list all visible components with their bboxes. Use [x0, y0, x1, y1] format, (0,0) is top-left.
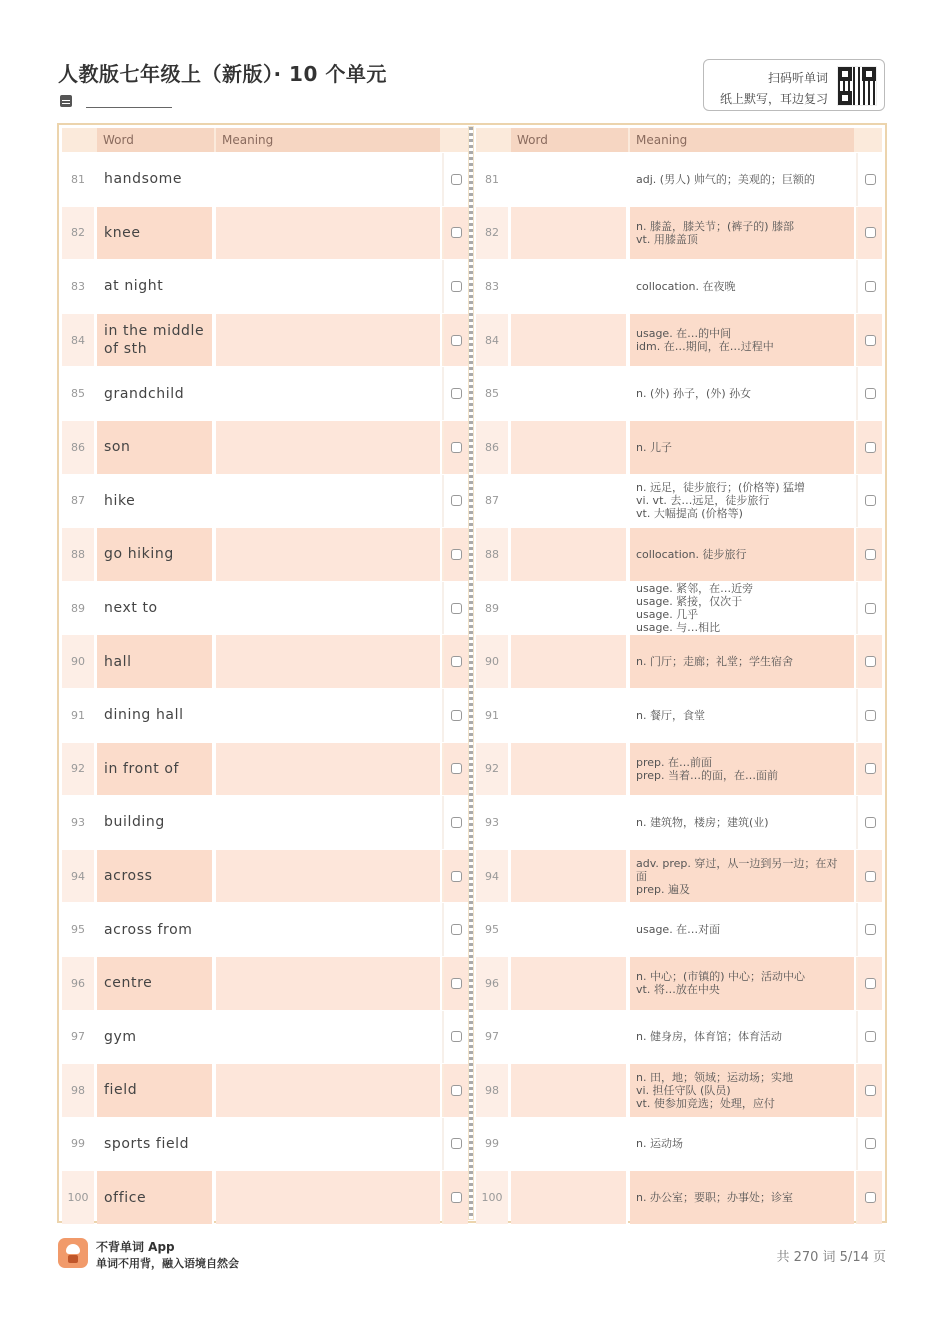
header-word: Word — [97, 128, 214, 152]
row-number: 88 — [476, 528, 508, 581]
meaning-cell: n. 远足，徒步旅行；(价格等) 猛增 vi. vt. 去…远足，徒步旅行 vt. 大幅提高 (价格等) — [630, 475, 854, 528]
app-logo-icon — [58, 1238, 88, 1268]
row-number: 100 — [62, 1171, 94, 1224]
row-number: 96 — [476, 957, 508, 1010]
table-row — [62, 634, 468, 688]
meaning-cell: n. 中心；(市镇的) 中心；活动中心 vt. 将…放在中央 — [630, 957, 854, 1010]
meaning-cell: adj. (男人) 帅气的；美观的；巨额的 — [630, 153, 854, 206]
table-row — [62, 688, 468, 742]
row-number: 83 — [62, 260, 94, 313]
check-cell — [856, 421, 882, 474]
table-row — [62, 152, 468, 206]
table-row — [476, 742, 882, 796]
row-number: 99 — [62, 1118, 94, 1171]
checkbox-icon[interactable] — [451, 549, 462, 560]
checkbox-icon[interactable] — [865, 174, 876, 185]
meaning-cell: n. 田，地；领域；运动场；实地 vi. 担任守队 (队员) vt. 使参加竞选；处理，应付 — [630, 1064, 854, 1117]
word-cell: centre — [97, 957, 214, 1010]
check-cell — [442, 153, 468, 206]
check-cell — [442, 1064, 468, 1117]
meaning-blank[interactable] — [216, 1171, 440, 1224]
word-cell: hike — [97, 475, 214, 528]
meaning-cell: n. 儿子 — [630, 421, 854, 474]
row-number: 94 — [62, 850, 94, 903]
checkbox-icon[interactable] — [451, 978, 462, 989]
checkbox-icon[interactable] — [451, 442, 462, 453]
check-cell — [856, 635, 882, 688]
row-number: 88 — [62, 528, 94, 581]
meaning-blank[interactable] — [216, 528, 440, 581]
check-cell — [442, 475, 468, 528]
word-cell: sports field — [97, 1118, 214, 1171]
checkbox-icon[interactable] — [865, 656, 876, 667]
word-blank[interactable] — [511, 957, 628, 1010]
check-cell — [442, 903, 468, 956]
word-blank[interactable] — [511, 743, 628, 796]
meaning-blank[interactable] — [216, 1011, 440, 1064]
checkbox-icon[interactable] — [451, 227, 462, 238]
checkbox-icon[interactable] — [865, 549, 876, 560]
checkbox-icon[interactable] — [865, 1031, 876, 1042]
meaning-cell: n. 健身房，体育馆；体育活动 — [630, 1011, 854, 1064]
meaning-blank[interactable] — [216, 153, 440, 206]
table-row — [476, 259, 882, 313]
word-cell: grandchild — [97, 367, 214, 420]
table-row — [476, 152, 882, 206]
word-cell: building — [97, 796, 214, 849]
check-cell — [856, 475, 882, 528]
check-cell — [856, 367, 882, 420]
checkbox-icon[interactable] — [451, 924, 462, 935]
checkbox-icon[interactable] — [451, 603, 462, 614]
table-row — [476, 581, 882, 635]
meaning-cell: n. 办公室；要职；办事处；诊室 — [630, 1171, 854, 1224]
checkbox-icon[interactable] — [451, 1085, 462, 1096]
checkbox-icon[interactable] — [865, 978, 876, 989]
checkbox-icon[interactable] — [451, 335, 462, 346]
check-cell — [856, 1064, 882, 1117]
check-cell — [856, 850, 882, 903]
word-cell: field — [97, 1064, 214, 1117]
word-cell: dining hall — [97, 689, 214, 742]
fold-divider — [469, 127, 473, 1219]
checkbox-icon[interactable] — [865, 1085, 876, 1096]
meaning-cell: collocation. 徒步旅行 — [630, 528, 854, 581]
meaning-blank[interactable] — [216, 903, 440, 956]
checkbox-icon[interactable] — [865, 710, 876, 721]
meaning-blank[interactable] — [216, 260, 440, 313]
checkbox-icon[interactable] — [865, 442, 876, 453]
qr-caption: 扫码听单词 — [767, 71, 828, 85]
table-row — [62, 1010, 468, 1064]
qr-subcaption: 纸上默写，耳边复习 — [719, 92, 828, 106]
check-cell — [856, 796, 882, 849]
word-cell: in the middle of sth — [97, 314, 214, 367]
word-cell: office — [97, 1171, 214, 1224]
row-number: 98 — [476, 1064, 508, 1117]
word-blank[interactable] — [511, 207, 628, 260]
checkbox-icon[interactable] — [451, 656, 462, 667]
checkbox-icon[interactable] — [865, 388, 876, 399]
table-row — [62, 366, 468, 420]
checkbox-icon[interactable] — [865, 763, 876, 774]
check-cell — [856, 1171, 882, 1224]
check-cell — [856, 957, 882, 1010]
word-cell: next to — [97, 582, 214, 635]
table-row — [62, 206, 468, 260]
word-blank[interactable] — [511, 475, 628, 528]
check-cell — [442, 957, 468, 1010]
table-row — [62, 1117, 468, 1171]
checkbox-icon[interactable] — [865, 817, 876, 828]
right-rows — [476, 152, 882, 1224]
header-meaning: Meaning — [216, 128, 440, 152]
left-rows — [62, 152, 468, 1224]
meaning-cell: adv. prep. 穿过，从一边到另一边；在对面 prep. 遍及 — [630, 850, 854, 903]
meaning-blank[interactable] — [216, 743, 440, 796]
row-number: 99 — [476, 1118, 508, 1171]
row-number: 92 — [476, 743, 508, 796]
page-title: 人教版七年级上（新版）· 10 个单元 — [58, 62, 387, 86]
checkbox-icon[interactable] — [865, 335, 876, 346]
checkbox-icon[interactable] — [451, 281, 462, 292]
row-number: 94 — [476, 850, 508, 903]
meaning-blank[interactable] — [216, 957, 440, 1010]
table-row — [476, 420, 882, 474]
check-cell — [856, 207, 882, 260]
meaning-cell: collocation. 在夜晚 — [630, 260, 854, 313]
row-number: 89 — [62, 582, 94, 635]
word-cell: go hiking — [97, 528, 214, 581]
calendar-icon — [60, 95, 72, 107]
table-row — [62, 581, 468, 635]
table-row — [62, 795, 468, 849]
table-row — [476, 688, 882, 742]
word-cell: in front of — [97, 743, 214, 796]
check-cell — [856, 582, 882, 635]
check-cell — [856, 903, 882, 956]
word-cell: gym — [97, 1011, 214, 1064]
check-cell — [442, 207, 468, 260]
check-cell — [442, 1011, 468, 1064]
table-row — [62, 1170, 468, 1224]
meaning-blank[interactable] — [216, 582, 440, 635]
table-row — [476, 795, 882, 849]
left-panel — [62, 128, 468, 1224]
row-number: 93 — [62, 796, 94, 849]
check-cell — [856, 1118, 882, 1171]
checkbox-icon[interactable] — [865, 227, 876, 238]
word-cell: at night — [97, 260, 214, 313]
check-cell — [442, 1171, 468, 1224]
table-row — [476, 527, 882, 581]
meaning-blank[interactable] — [216, 207, 440, 260]
meaning-blank[interactable] — [216, 475, 440, 528]
meaning-blank[interactable] — [216, 421, 440, 474]
row-number: 89 — [476, 582, 508, 635]
check-cell — [856, 260, 882, 313]
meaning-blank[interactable] — [216, 635, 440, 688]
row-number: 97 — [476, 1011, 508, 1064]
meaning-blank[interactable] — [216, 314, 440, 367]
row-number: 95 — [476, 903, 508, 956]
word-blank[interactable] — [511, 528, 628, 581]
check-cell — [442, 528, 468, 581]
check-cell — [856, 743, 882, 796]
table-row — [476, 474, 882, 528]
check-cell — [442, 689, 468, 742]
check-cell — [442, 743, 468, 796]
meaning-cell: n. 门厅；走廊；礼堂；学生宿舍 — [630, 635, 854, 688]
table-header — [62, 128, 468, 152]
meaning-cell: usage. 紧邻，在…近旁 usage. 紧接，仅次于 usage. 几乎 usage. 与…相比 — [630, 582, 854, 635]
check-cell — [442, 1118, 468, 1171]
meaning-blank[interactable] — [216, 850, 440, 903]
row-number: 87 — [476, 475, 508, 528]
meaning-cell: usage. 在…的中间 idm. 在…期间，在…过程中 — [630, 314, 854, 367]
header-word: Word — [511, 128, 628, 152]
footer-app-name: 不背单词 App — [96, 1240, 175, 1254]
check-cell — [856, 1011, 882, 1064]
meaning-cell: n. 运动场 — [630, 1118, 854, 1171]
meaning-blank[interactable] — [216, 367, 440, 420]
table-row — [476, 313, 882, 367]
word-cell: knee — [97, 207, 214, 260]
check-cell — [856, 314, 882, 367]
word-blank[interactable] — [511, 903, 628, 956]
row-number: 82 — [476, 207, 508, 260]
checkbox-icon[interactable] — [451, 817, 462, 828]
word-blank[interactable] — [511, 850, 628, 903]
meaning-cell: n. 餐厅，食堂 — [630, 689, 854, 742]
table-row — [62, 1063, 468, 1117]
row-number: 95 — [62, 903, 94, 956]
row-number: 91 — [476, 689, 508, 742]
check-cell — [856, 689, 882, 742]
header-check — [442, 128, 468, 152]
table-row — [476, 1063, 882, 1117]
row-number: 82 — [62, 207, 94, 260]
header-meaning: Meaning — [630, 128, 854, 152]
checkbox-icon[interactable] — [865, 603, 876, 614]
checkbox-icon[interactable] — [451, 388, 462, 399]
check-cell — [442, 421, 468, 474]
word-blank[interactable] — [511, 1011, 628, 1064]
check-cell — [856, 528, 882, 581]
check-cell — [442, 367, 468, 420]
page-info: 共 270 词 5/14 页 — [776, 1250, 886, 1265]
header-check — [856, 128, 882, 152]
checkbox-icon[interactable] — [451, 1031, 462, 1042]
table-row — [62, 849, 468, 903]
check-cell — [442, 314, 468, 367]
check-cell — [442, 796, 468, 849]
checkbox-icon[interactable] — [865, 281, 876, 292]
checkbox-icon[interactable] — [451, 1192, 462, 1203]
table-row — [476, 956, 882, 1010]
right-panel — [476, 128, 882, 1224]
row-number: 81 — [476, 153, 508, 206]
header-number — [476, 128, 508, 152]
qr-code-icon[interactable] — [837, 66, 877, 106]
table-row — [62, 313, 468, 367]
row-number: 98 — [62, 1064, 94, 1117]
table-row — [476, 366, 882, 420]
checkbox-icon[interactable] — [865, 924, 876, 935]
word-blank[interactable] — [511, 1118, 628, 1171]
check-cell — [442, 635, 468, 688]
row-number: 92 — [62, 743, 94, 796]
row-number: 86 — [476, 421, 508, 474]
word-blank[interactable] — [511, 314, 628, 367]
row-number: 86 — [62, 421, 94, 474]
row-number: 84 — [476, 314, 508, 367]
row-number: 97 — [62, 1011, 94, 1064]
meaning-blank[interactable] — [216, 1118, 440, 1171]
word-blank[interactable] — [511, 153, 628, 206]
table-row — [62, 259, 468, 313]
header-number — [62, 128, 94, 152]
word-table-frame — [57, 123, 887, 1223]
table-row — [62, 527, 468, 581]
checkbox-icon[interactable] — [451, 1138, 462, 1149]
row-number: 87 — [62, 475, 94, 528]
row-number: 85 — [476, 367, 508, 420]
check-cell — [856, 153, 882, 206]
row-number: 90 — [476, 635, 508, 688]
checkbox-icon[interactable] — [865, 1192, 876, 1203]
checkbox-icon[interactable] — [865, 1138, 876, 1149]
checkbox-icon[interactable] — [865, 871, 876, 882]
meaning-blank[interactable] — [216, 1064, 440, 1117]
word-blank[interactable] — [511, 1171, 628, 1224]
check-cell — [442, 850, 468, 903]
word-blank[interactable] — [511, 367, 628, 420]
check-cell — [442, 260, 468, 313]
meaning-cell: n. (外) 孙子，(外) 孙女 — [630, 367, 854, 420]
meaning-cell: prep. 在…前面 prep. 当着…的面，在…面前 — [630, 743, 854, 796]
word-cell: hall — [97, 635, 214, 688]
checkbox-icon[interactable] — [451, 174, 462, 185]
row-number: 83 — [476, 260, 508, 313]
word-cell: son — [97, 421, 214, 474]
row-number: 84 — [62, 314, 94, 367]
table-row — [476, 1010, 882, 1064]
checkbox-icon[interactable] — [451, 763, 462, 774]
row-number: 100 — [476, 1171, 508, 1224]
meaning-cell: n. 膝盖，膝关节；(裤子的) 膝部 vt. 用膝盖顶 — [630, 207, 854, 260]
table-row — [476, 1170, 882, 1224]
table-row — [476, 1117, 882, 1171]
checkbox-icon[interactable] — [865, 495, 876, 506]
table-header — [476, 128, 882, 152]
row-number: 90 — [62, 635, 94, 688]
row-number: 93 — [476, 796, 508, 849]
word-blank[interactable] — [511, 796, 628, 849]
row-number: 81 — [62, 153, 94, 206]
word-cell: across — [97, 850, 214, 903]
word-blank[interactable] — [511, 421, 628, 474]
table-row — [476, 902, 882, 956]
table-row — [62, 742, 468, 796]
meaning-blank[interactable] — [216, 689, 440, 742]
row-number: 96 — [62, 957, 94, 1010]
word-blank[interactable] — [511, 582, 628, 635]
row-number: 85 — [62, 367, 94, 420]
checkbox-icon[interactable] — [451, 710, 462, 721]
date-blank-line — [86, 107, 172, 108]
meaning-cell: n. 建筑物，楼房；建筑(业) — [630, 796, 854, 849]
table-row — [62, 902, 468, 956]
meaning-blank[interactable] — [216, 796, 440, 849]
word-cell: across from — [97, 903, 214, 956]
table-row — [62, 474, 468, 528]
table-row — [62, 956, 468, 1010]
table-row — [62, 420, 468, 474]
word-blank[interactable] — [511, 689, 628, 742]
row-number: 91 — [62, 689, 94, 742]
checkbox-icon[interactable] — [451, 871, 462, 882]
footer-slogan: 单词不用背，融入语境自然会 — [96, 1257, 239, 1270]
check-cell — [442, 582, 468, 635]
word-cell: handsome — [97, 153, 214, 206]
word-blank[interactable] — [511, 635, 628, 688]
checkbox-icon[interactable] — [451, 495, 462, 506]
qr-card — [703, 59, 885, 111]
table-row — [476, 849, 882, 903]
table-row — [476, 634, 882, 688]
word-blank[interactable] — [511, 1064, 628, 1117]
meaning-cell: usage. 在…对面 — [630, 903, 854, 956]
word-blank[interactable] — [511, 260, 628, 313]
table-row — [476, 206, 882, 260]
